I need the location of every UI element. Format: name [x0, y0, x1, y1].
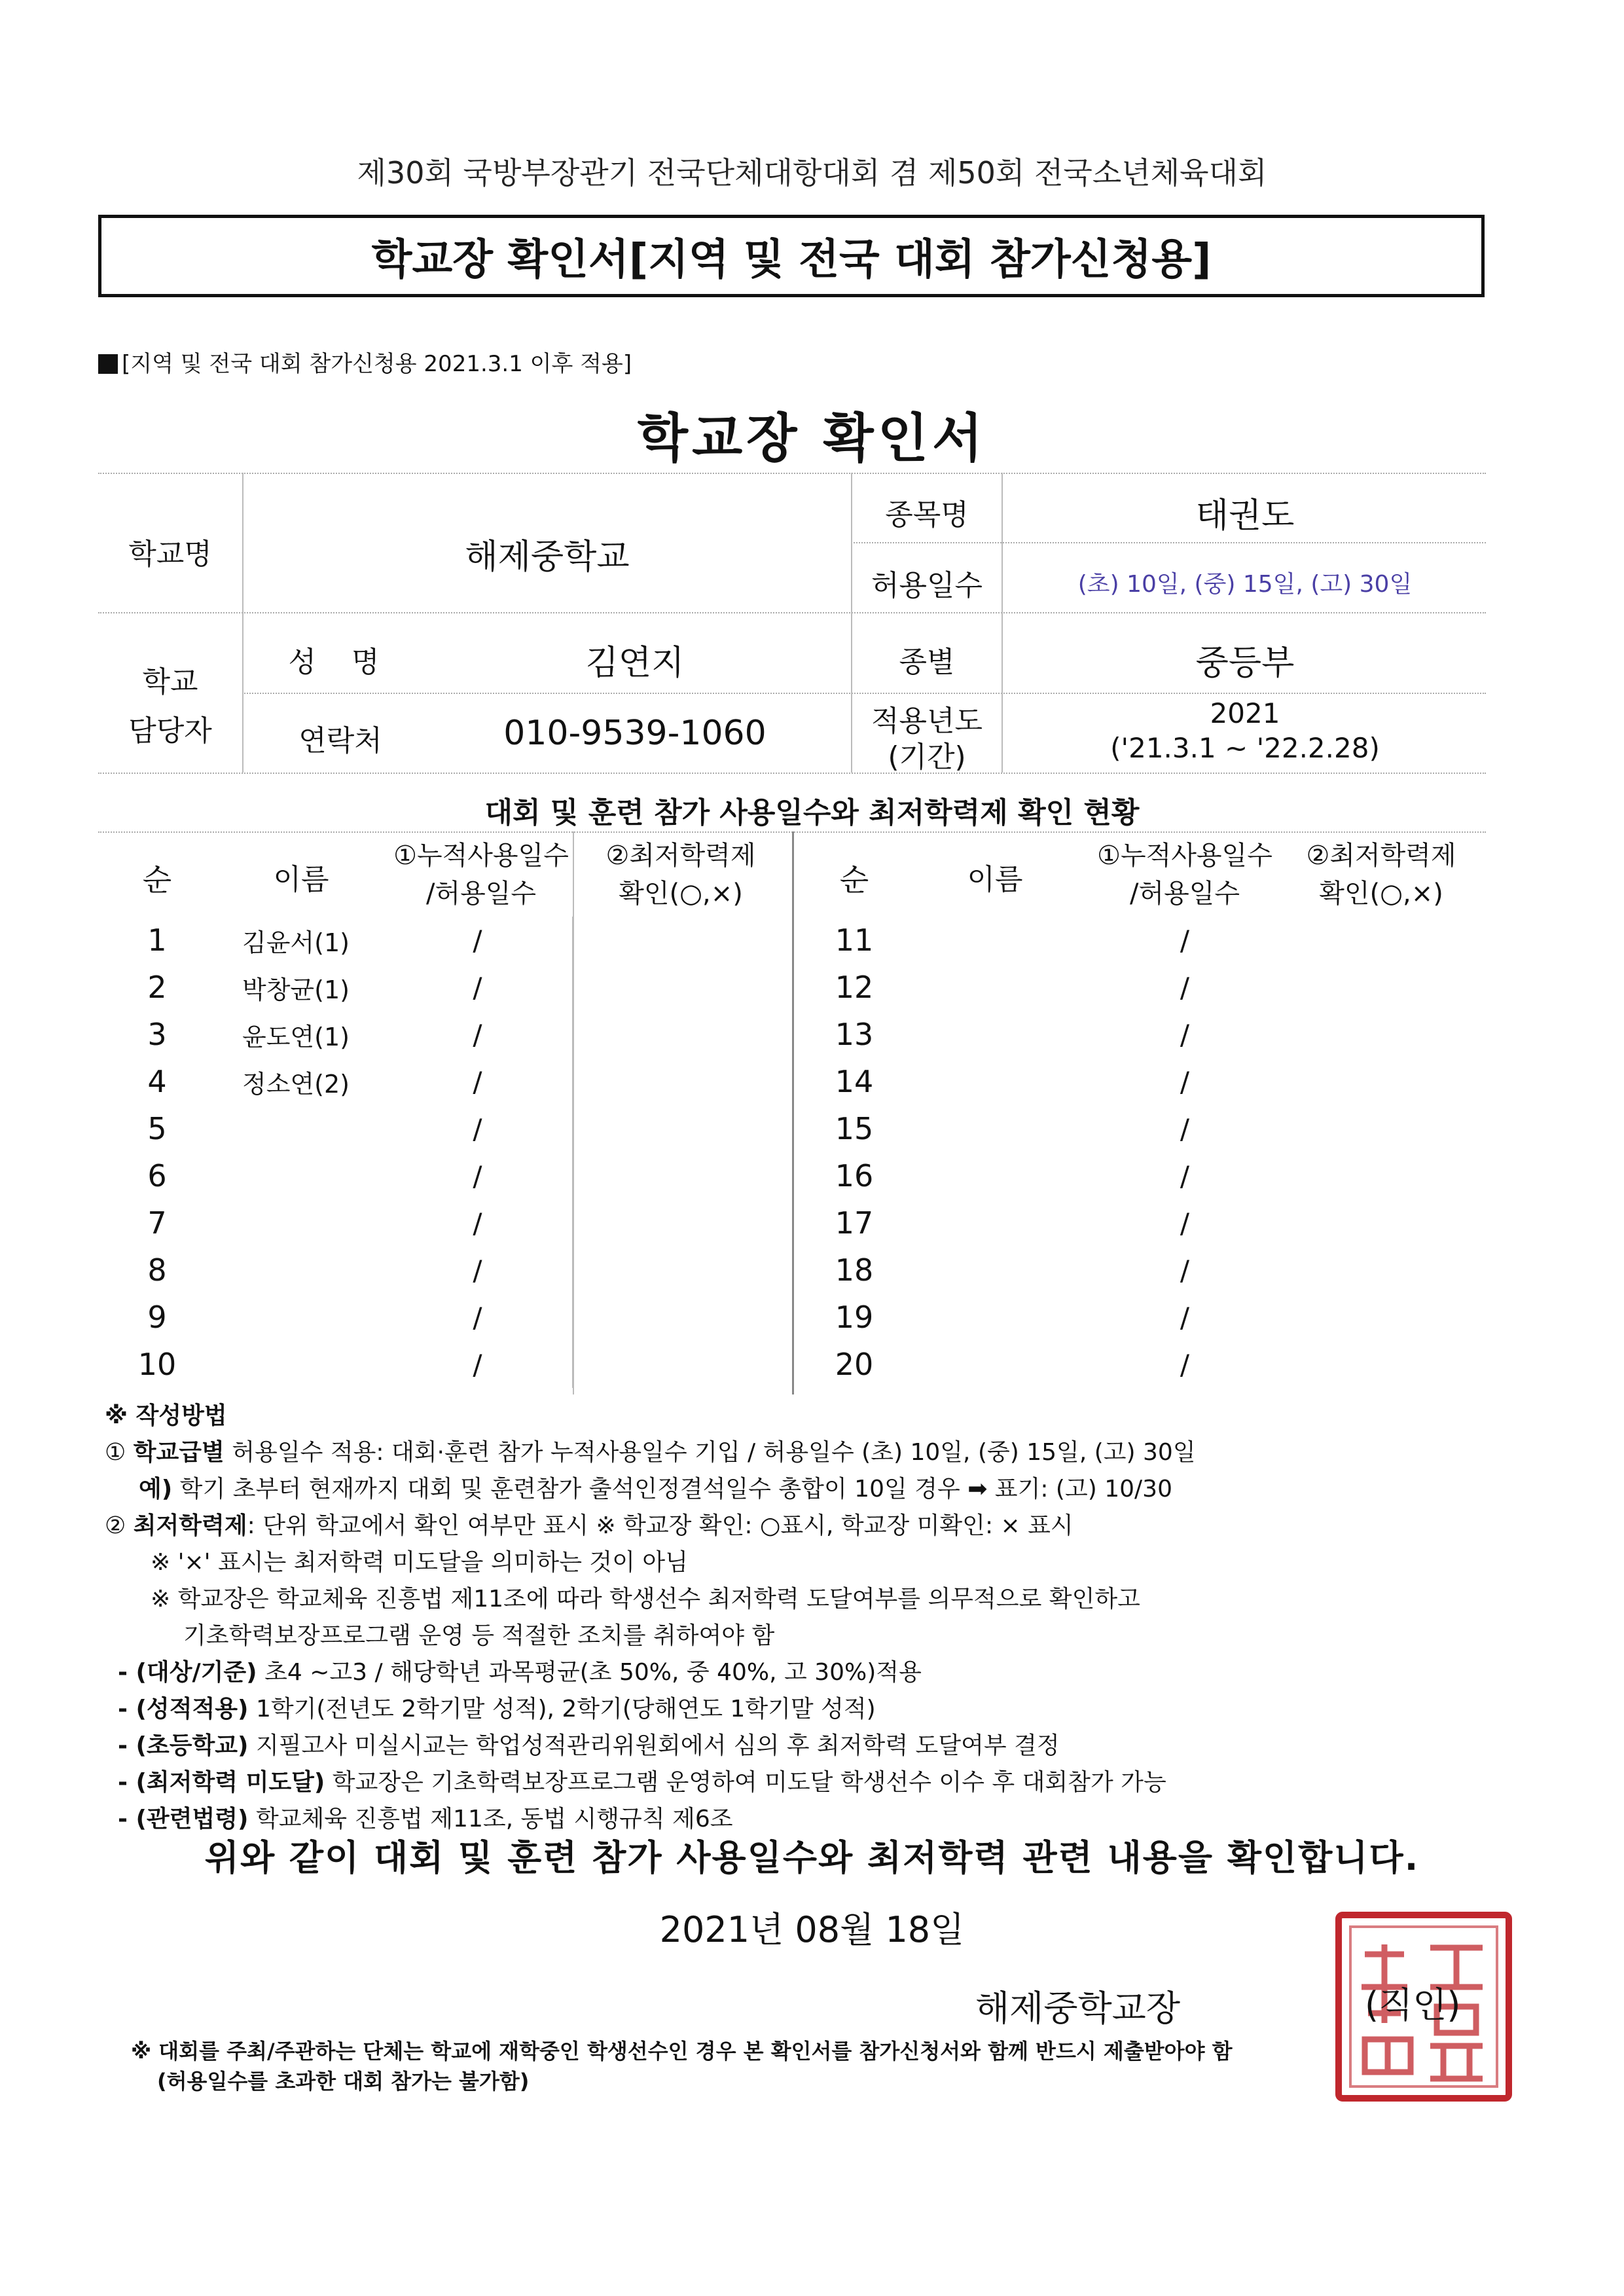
note-2-sub-1: ※ '×' 표시는 최저학력 미도달을 의미하는 것이 아님	[151, 1549, 688, 1576]
usage-days: /	[1180, 1348, 1190, 1381]
usage-days: /	[1180, 1254, 1190, 1286]
student-name: 박창균(1)	[242, 975, 350, 1004]
note-1-bold: 학교급별	[133, 1439, 225, 1466]
boxed-title-text: 학교장 확인서[지역 및 전국 대회 참가신청용]	[371, 236, 1212, 284]
manager-name: 김연지	[585, 644, 685, 683]
usage-days: /	[473, 1159, 482, 1192]
usage-days: /	[473, 1207, 482, 1239]
black-square-icon	[98, 354, 118, 374]
table-row	[98, 1341, 791, 1388]
min-academic-check	[573, 1199, 791, 1247]
min-academic-check	[1290, 1199, 1486, 1247]
table-row	[98, 1152, 791, 1199]
student-name: 김윤서(1)	[242, 928, 350, 957]
table-row	[795, 1294, 1486, 1341]
row-number: 4	[147, 1064, 167, 1099]
table-row	[795, 1199, 1486, 1247]
note-1-example-bold: 예)	[139, 1476, 173, 1503]
sport-label: 종목명	[885, 498, 969, 532]
min-academic-check	[1290, 1341, 1486, 1388]
table-row	[98, 917, 791, 964]
year-value: 2021	[1210, 697, 1280, 729]
student-name	[913, 1152, 1080, 1199]
header-no-right: 순	[839, 862, 869, 898]
allowed-days-value: (초) 10일, (중) 15일, (고) 30일	[1077, 571, 1413, 598]
min-academic-check	[573, 1152, 791, 1199]
row-number: 7	[147, 1205, 167, 1241]
year-label-1: 적용년도	[871, 704, 983, 738]
header-name-left: 이름	[273, 863, 329, 896]
usage-days: /	[1180, 1301, 1190, 1334]
divider	[242, 473, 244, 773]
row-number: 19	[835, 1300, 874, 1335]
main-title: 학교장 확인서	[637, 408, 987, 469]
right-table	[795, 917, 1486, 1388]
row-number: 8	[147, 1252, 167, 1288]
row-number: 3	[147, 1017, 167, 1052]
table-row	[795, 1152, 1486, 1199]
detail-3-text: 지필고사 미실시교는 학업성적관리위원회에서 심의 후 최저학력 도달여부 결정	[248, 1732, 1060, 1759]
row-number: 13	[835, 1017, 874, 1052]
student-name	[913, 1105, 1080, 1152]
detail-5-bold: - (관련법령)	[118, 1806, 249, 1832]
divider	[242, 693, 1486, 694]
usage-days: /	[473, 1018, 482, 1051]
school-name: 해제중학교	[465, 538, 630, 577]
usage-days: /	[473, 1254, 482, 1286]
usage-days: /	[1180, 1065, 1190, 1098]
row-number: 17	[835, 1205, 874, 1241]
divider	[851, 542, 1486, 543]
contact-value: 010-9539-1060	[503, 714, 767, 753]
detail-3-bold: - (초등학교)	[118, 1732, 249, 1759]
note-1-text: 허용일수 적용: 대회·훈련 참가 누적사용일수 기입 / 허용일수 (초) 10일, (중) 15일, (고) 30일	[224, 1439, 1196, 1466]
table-row	[795, 917, 1486, 964]
min-academic-check	[573, 1247, 791, 1294]
sub-note	[98, 346, 632, 378]
confirm-statement: 위와 같이 대회 및 훈련 참가 사용일수와 최저학력 관련 내용을 확인합니다.	[204, 1837, 1420, 1878]
usage-days: /	[473, 924, 482, 957]
detail-1-bold: - (대상/기준)	[118, 1659, 257, 1686]
usage-days: /	[1180, 1207, 1190, 1239]
notes-heading: ※ 작성방법	[105, 1402, 227, 1429]
usage-days: /	[1180, 1112, 1190, 1145]
division-value: 중등부	[1195, 644, 1295, 683]
usage-days: /	[1180, 971, 1190, 1004]
note-2-sub-2: ※ 학교장은 학교체육 진흥법 제11조에 따라 학생선수 최저학력 도달여부를 의무적으로 확인하고	[151, 1586, 1140, 1613]
usage-days: /	[473, 1112, 482, 1145]
header-days-left-2: /허용일수	[425, 879, 537, 909]
table-row	[795, 1105, 1486, 1152]
header-check-left-1: ②최저학력제	[605, 841, 756, 871]
name-label: 성 명	[288, 646, 393, 679]
header-days-right-2: /허용일수	[1129, 879, 1240, 909]
student-name	[913, 1341, 1080, 1388]
detail-4-bold: - (최저학력 미도달)	[118, 1769, 325, 1796]
student-name	[216, 1247, 383, 1294]
usage-days: /	[1180, 924, 1190, 957]
min-academic-check	[573, 964, 791, 1011]
manager-label-1: 학교	[142, 665, 198, 699]
sub-note-text: [지역 및 전국 대회 참가신청용 2021.3.1 이후 적용]	[122, 351, 632, 377]
school-label: 학교명	[128, 538, 212, 571]
row-number: 10	[137, 1347, 177, 1382]
min-academic-check	[573, 1294, 791, 1341]
row-number: 9	[147, 1300, 167, 1335]
table-row	[795, 1341, 1486, 1388]
student-name	[913, 1011, 1080, 1058]
row-number: 18	[835, 1252, 874, 1288]
min-academic-check	[1290, 1105, 1486, 1152]
period-value: ('21.3.1 ~ '22.2.28)	[1110, 732, 1380, 764]
table-row	[98, 1294, 791, 1341]
table-row	[795, 964, 1486, 1011]
manager-label-2: 담당자	[128, 714, 212, 748]
student-name: 윤도연(1)	[242, 1022, 350, 1051]
detail-2-text: 1학기(전년도 2학기말 성적), 2학기(당해연도 1학기말 성적)	[248, 1696, 876, 1722]
student-name	[216, 1105, 383, 1152]
student-name	[913, 1247, 1080, 1294]
min-academic-check	[1290, 1294, 1486, 1341]
student-name	[913, 1199, 1080, 1247]
division-label: 종별	[899, 646, 955, 679]
table-center-divider	[792, 831, 794, 1394]
usage-days: /	[473, 1065, 482, 1098]
student-name	[216, 1199, 383, 1247]
header-days-left-1: ①누적사용일수	[393, 841, 569, 871]
table-row	[98, 1011, 791, 1058]
min-academic-check	[1290, 1011, 1486, 1058]
detail-4-text: 학교장은 기초학력보장프로그램 운영하여 미도달 학생선수 이수 후 대회참가 가능	[325, 1769, 1166, 1796]
detail-2-bold: - (성적적용)	[118, 1696, 249, 1722]
usage-days: /	[473, 971, 482, 1004]
min-academic-check	[573, 1341, 791, 1388]
note-2-mark: ②	[105, 1512, 126, 1539]
min-academic-check	[1290, 917, 1486, 964]
min-academic-check	[573, 1105, 791, 1152]
row-number: 5	[147, 1111, 167, 1146]
table-row	[795, 1058, 1486, 1105]
usage-days: /	[473, 1348, 482, 1381]
student-name	[913, 1058, 1080, 1105]
issue-date: 2021년 08월 18일	[659, 1909, 965, 1950]
table-row	[98, 1199, 791, 1247]
section-title: 대회 및 훈련 참가 사용일수와 최저학력제 확인 현황	[484, 796, 1140, 829]
row-number: 6	[147, 1158, 167, 1194]
header-days-right-1: ①누적사용일수	[1097, 841, 1272, 871]
min-academic-check	[573, 917, 791, 964]
footer-line-1: ※ 대회를 주최/주관하는 단체는 학교에 재학중인 학생선수인 경우 본 확인서를 참가신청서와 함께 반드시 제출받아야 함	[131, 2039, 1233, 2064]
min-academic-check	[573, 1058, 791, 1105]
row-number: 14	[835, 1064, 874, 1099]
row-number: 1	[147, 922, 167, 958]
note-1-example-text: 학기 초부터 현재까지 대회 및 훈련참가 출석인정결석일수 총합이 10일 경우 ➡ 표기: (고) 10/30	[172, 1476, 1172, 1503]
table-row	[98, 1105, 791, 1152]
divider	[98, 773, 1486, 774]
min-academic-check	[1290, 1247, 1486, 1294]
year-label-2: (기간)	[888, 740, 966, 774]
row-number: 16	[835, 1158, 874, 1194]
footer-note	[131, 2036, 1233, 2096]
signer-name: 해제중학교장	[975, 1988, 1180, 2029]
header-no-left: 순	[142, 862, 172, 898]
detail-1-text: 초4 ~고3 / 해당학년 과목평균(초 50%, 중 40%, 고 30%)적용	[257, 1659, 922, 1686]
min-academic-check	[1290, 1058, 1486, 1105]
instructions	[105, 1398, 1532, 1838]
header-check-right-1: ②최저학력제	[1306, 841, 1456, 871]
table-row	[98, 1058, 791, 1105]
boxed-title	[98, 215, 1485, 297]
student-name	[913, 1294, 1080, 1341]
header-check-left-2: 확인(○,×)	[619, 879, 743, 909]
student-name	[216, 1152, 383, 1199]
min-academic-check	[573, 1011, 791, 1058]
row-number: 15	[835, 1111, 874, 1146]
left-table	[98, 917, 791, 1388]
divider	[98, 473, 1486, 474]
table-row	[795, 1011, 1486, 1058]
student-name: 정소연(2)	[242, 1069, 350, 1099]
row-number: 12	[835, 970, 874, 1005]
contact-label: 연락처	[298, 724, 382, 757]
usage-days: /	[1180, 1018, 1190, 1051]
detail-5-text: 학교체육 진흥법 제11조, 동법 시행규칙 제6조	[248, 1806, 733, 1832]
seal-label: (직인)	[1365, 1984, 1461, 2026]
usage-days: /	[1180, 1159, 1190, 1192]
min-academic-check	[1290, 1152, 1486, 1199]
usage-days: /	[473, 1301, 482, 1334]
allowed-days-label: 허용일수	[871, 569, 983, 602]
row-number: 11	[835, 922, 874, 958]
sport-value: 태권도	[1195, 496, 1295, 536]
note-2-text: : 단위 학교에서 확인 여부만 표시 ※ 학교장 확인: ○표시, 학교장 미확인: × 표시	[247, 1512, 1074, 1539]
row-number: 20	[835, 1347, 874, 1382]
row-number: 2	[147, 970, 167, 1005]
table-row	[98, 964, 791, 1011]
table-row	[795, 1247, 1486, 1294]
header-name-right: 이름	[967, 863, 1023, 896]
min-academic-check	[1290, 964, 1486, 1011]
event-title: 제30회 국방부장관기 전국단체대항대회 겸 제50회 전국소년체육대회	[357, 155, 1267, 191]
student-name	[216, 1341, 383, 1388]
note-1-mark: ①	[105, 1439, 126, 1466]
student-name	[913, 964, 1080, 1011]
note-2-bold: 최저학력제	[133, 1512, 247, 1539]
header-check-right-2: 확인(○,×)	[1319, 879, 1443, 909]
footer-line-2: (허용일수를 초과한 대회 참가는 불가함)	[157, 2069, 530, 2094]
divider	[98, 612, 1486, 613]
table-row	[98, 1247, 791, 1294]
student-name	[913, 917, 1080, 964]
note-2-sub-3: 기초학력보장프로그램 운영 등 적절한 조치를 취하여야 함	[183, 1622, 775, 1649]
student-name	[216, 1294, 383, 1341]
